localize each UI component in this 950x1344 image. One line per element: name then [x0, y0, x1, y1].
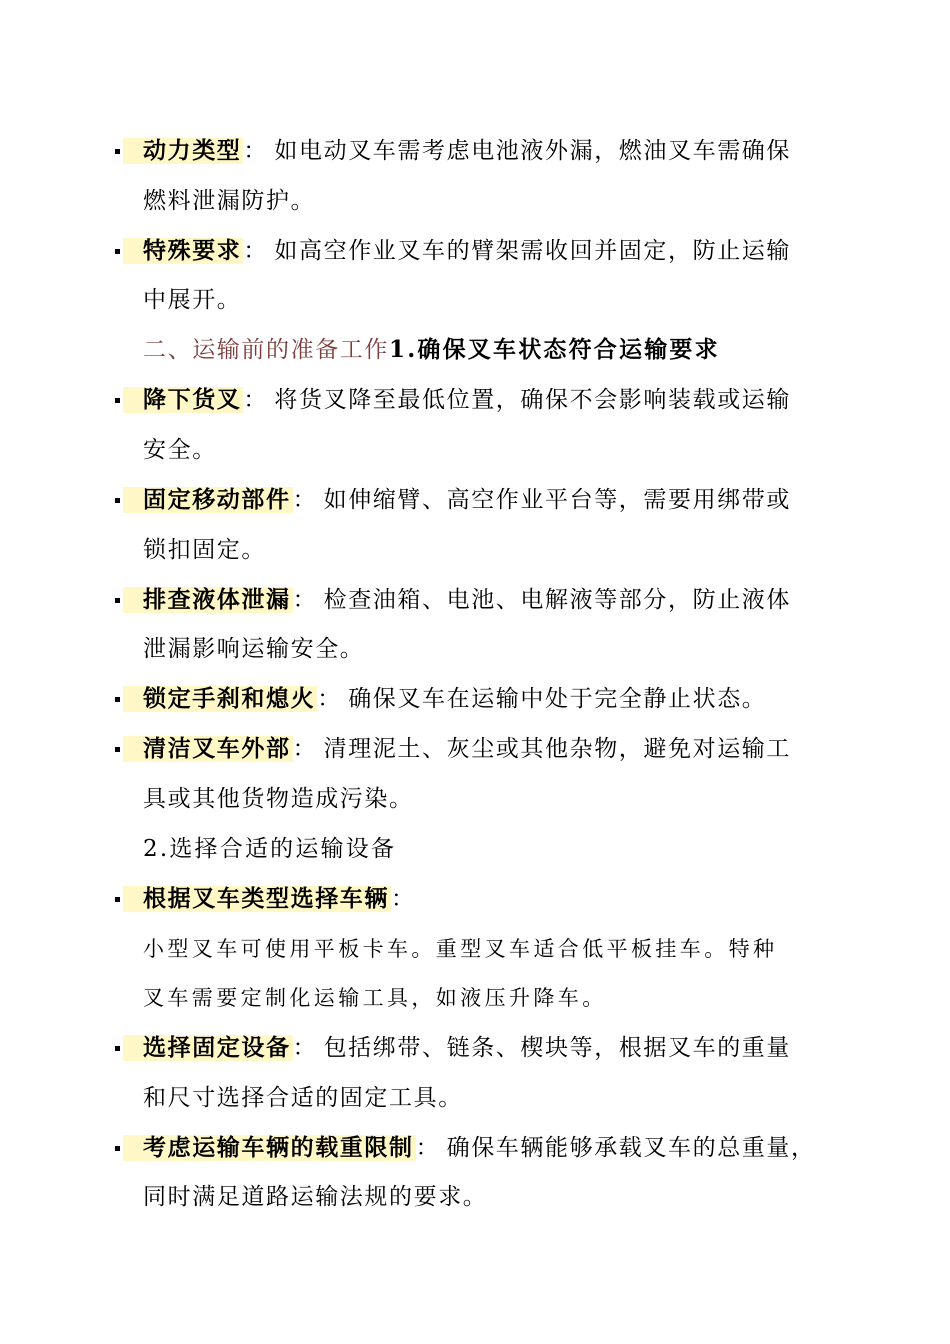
item-description: 包括绑带、链条、楔块等，根据叉车的重量	[323, 1035, 792, 1061]
colon: ：	[292, 587, 324, 613]
subsection-heading: 2.选择合适的运输设备	[143, 836, 397, 862]
list-item	[143, 1133, 840, 1163]
item-description: 将货叉降至最低位置，确保不会影响装载或运输	[274, 387, 792, 413]
bullet-marker	[115, 697, 120, 702]
colon: ：	[243, 138, 275, 164]
colon: ：	[292, 487, 324, 513]
list-item	[143, 684, 840, 714]
term-highlight: 选择固定设备	[123, 1035, 293, 1061]
item-description: 检查油箱、电池、电解液等部分，防止液体	[323, 587, 792, 613]
vehicle-text-line: 小型叉车可使用平板卡车。重型叉车适合低平板挂车。特种	[143, 937, 778, 961]
term-highlight: 根据叉车类型选择车辆	[123, 886, 391, 912]
colon: ：	[292, 736, 324, 762]
item-continuation: 安全。	[143, 437, 217, 463]
term-highlight: 锁定手刹和熄火	[123, 686, 317, 712]
item-continuation: 中展开。	[143, 287, 242, 313]
colon: ：	[391, 886, 422, 912]
colon: ：	[243, 238, 275, 264]
term-highlight: 降下货叉	[123, 387, 243, 413]
colon: ：	[243, 387, 275, 413]
bullet-marker	[115, 149, 120, 154]
bullet-marker	[115, 1146, 120, 1151]
colon: ：	[317, 686, 349, 712]
bullet-marker	[115, 249, 120, 254]
bullet-marker	[115, 747, 120, 752]
section-heading-line	[143, 335, 840, 365]
list-item	[143, 585, 840, 615]
item-continuation: 具或其他货物造成污染。	[143, 786, 414, 812]
item-description: 如伸缩臂、高空作业平台等，需要用绑带或	[323, 487, 792, 513]
bullet-marker	[115, 398, 120, 403]
colon: ：	[292, 1035, 324, 1061]
bullet-marker	[115, 598, 120, 603]
item-description: 如电动叉车需考虑电池液外漏，燃油叉车需确保	[274, 138, 792, 164]
term-highlight: 排查液体泄漏	[123, 587, 293, 613]
item-continuation: 锁扣固定。	[143, 537, 266, 563]
term-highlight: 动力类型	[123, 138, 243, 164]
item-description: 清理泥土、灰尘或其他杂物，避免对运输工	[323, 736, 792, 762]
term-highlight: 清洁叉车外部	[123, 736, 293, 762]
list-item	[143, 236, 840, 266]
section-heading: 二、运输前的准备工作	[143, 337, 389, 363]
item-description: 如高空作业叉车的臂架需收回并固定，防止运输	[274, 238, 792, 264]
term-highlight: 考虑运输车辆的载重限制	[123, 1135, 416, 1161]
item-continuation: 同时满足道路运输法规的要求。	[143, 1184, 488, 1210]
list-item	[143, 485, 840, 515]
list-item	[143, 734, 840, 764]
term-highlight: 特殊要求	[123, 238, 243, 264]
list-item	[143, 1033, 840, 1063]
bullet-marker	[115, 1046, 120, 1051]
list-item	[143, 884, 840, 914]
bullet-marker	[115, 498, 120, 503]
colon: ：	[415, 1135, 447, 1161]
subsection-heading: 1.确保叉车状态符合运输要求	[389, 336, 720, 363]
list-item	[143, 136, 840, 166]
bullet-marker	[115, 897, 120, 902]
list-item	[143, 385, 840, 415]
item-description: 确保车辆能够承载叉车的总重量，	[446, 1135, 816, 1161]
vehicle-text-line: 叉车需要定制化运输工具，如液压升降车。	[143, 986, 607, 1010]
item-continuation: 泄漏影响运输安全。	[143, 636, 365, 662]
item-continuation: 燃料泄漏防护。	[143, 188, 316, 214]
term-highlight: 固定移动部件	[123, 487, 293, 513]
item-continuation: 和尺寸选择合适的固定工具。	[143, 1085, 463, 1111]
item-description: 确保叉车在运输中处于完全静止状态。	[348, 686, 767, 712]
